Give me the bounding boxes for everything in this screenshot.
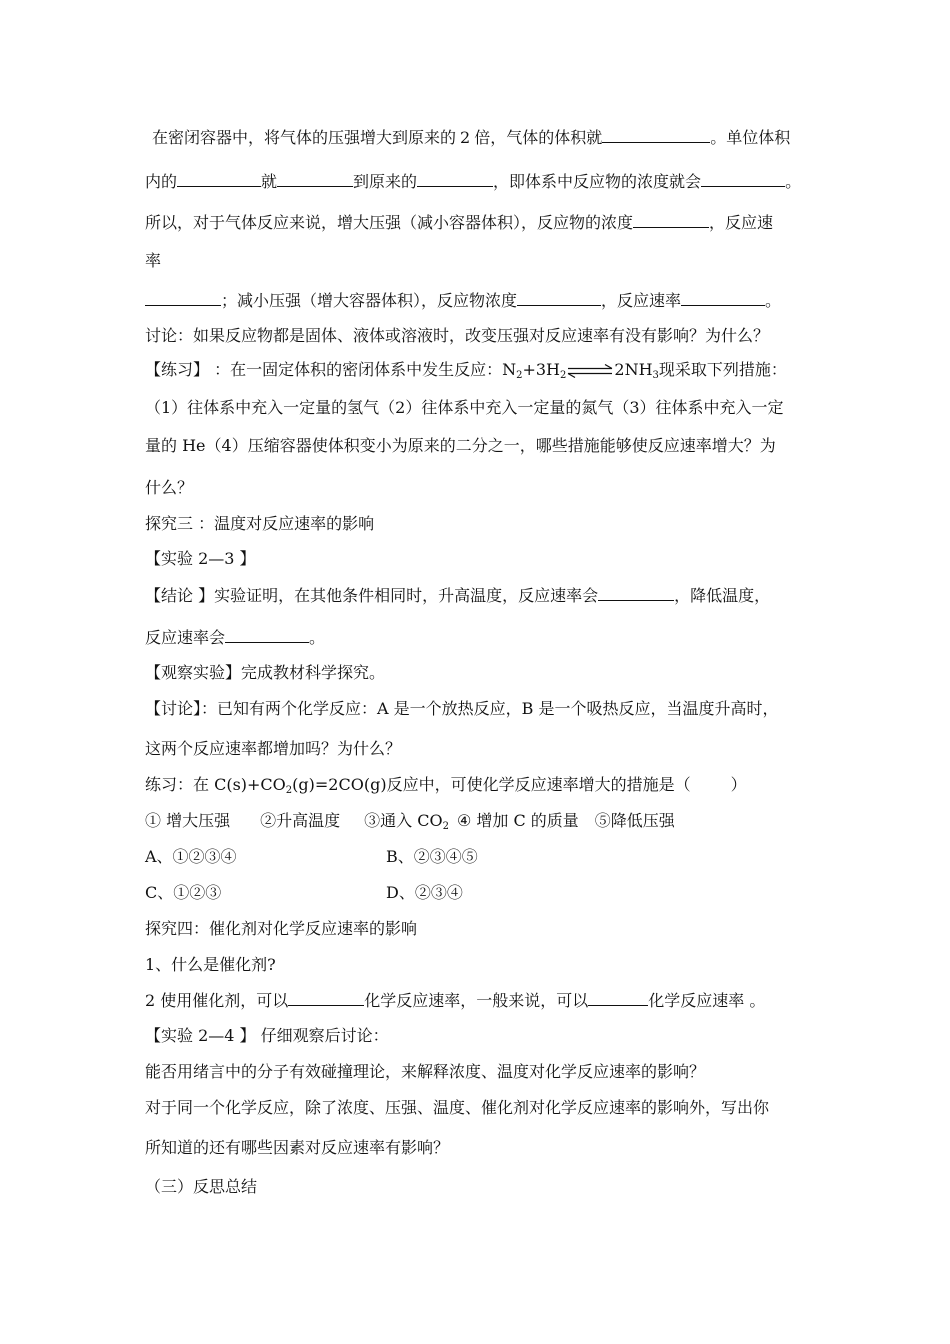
answer-blank[interactable]	[277, 170, 353, 187]
answer-blank[interactable]	[177, 170, 261, 187]
experiment-2-4: 【实验 2—4 】 仔细观察后讨论：	[145, 1026, 389, 1045]
practice-question: 练习：在 $C(s)+CO_2(g)=2CO(g)$反应中，可使化学反应速率增大的措施是（ ）	[145, 775, 747, 796]
answer-blank[interactable]	[417, 170, 493, 187]
choice-d[interactable]: D、②③④	[386, 883, 463, 902]
conclusion-temperature-2: 反应速率会 。	[145, 628, 326, 647]
paragraph-pressure-3: 所以，对于气体反应来说，增大压强（减小容器体积），反应物的浓度 ，反应速	[145, 213, 774, 232]
answer-blank[interactable]	[598, 584, 674, 601]
question-collision-theory: 能否用绪言中的分子有效碰撞理论，来解释浓度、温度对化学反应速率的影响？	[145, 1062, 706, 1081]
question-catalyst-2: 2 使用催化剂，可以 化学反应速率，一般来说，可以 化学反应速率 。	[145, 991, 766, 1010]
question-other-factors-1: 对于同一个化学反应，除了浓度、压强、温度、催化剂对化学反应速率的影响外，写出你	[145, 1098, 770, 1117]
discussion-temperature-2: 这两个反应速率都增加吗？为什么？	[145, 739, 402, 758]
experiment-2-3: 【实验 2—3 】	[145, 549, 256, 568]
practice-measures-2: 量的 He（4）压缩容器使体积变小为原来的二分之一，哪些措施能够使反应速率增大？为	[145, 436, 776, 455]
practice-reaction: 【练习】 ：在一固定体积的密闭体系中发生反应：$N_2+3H_2$ $2NH_3$现采取下列措施：	[145, 360, 787, 381]
paragraph-pressure-2: 内的 就 到原来的 ，即体系中反应物的浓度就会 。	[145, 172, 802, 191]
answer-blank[interactable]	[701, 170, 785, 187]
answer-blank[interactable]	[145, 289, 221, 306]
section-heading-temperature: 探究三 ：温度对反应速率的影响	[145, 514, 375, 533]
choice-a[interactable]: A、①②③④	[145, 847, 237, 866]
choice-c[interactable]: C、①②③	[145, 883, 222, 902]
discussion-pressure: 讨论：如果反应物都是固体、液体或溶液时，改变压强对反应速率有没有影响？为什么？	[145, 326, 770, 345]
question-catalyst-1: 1、什么是催化剂?	[145, 955, 276, 974]
answer-blank[interactable]	[602, 126, 710, 143]
paragraph-pressure-4: 率	[145, 251, 162, 270]
choice-row-1	[145, 846, 237, 868]
paragraph-pressure-1: 在密闭容器中，将气体的压强增大到原来的 2 倍，气体的体积就 。单位体积	[152, 128, 791, 147]
question-other-factors-2: 所知道的还有哪些因素对反应速率有影响？	[145, 1138, 450, 1157]
choice-row-1b	[386, 846, 478, 868]
answer-blank[interactable]	[633, 211, 709, 228]
answer-blank[interactable]	[225, 626, 309, 643]
discussion-temperature-1: 【讨论】：已知有两个化学反应：A 是一个放热反应，B 是一个吸热反应，当温度升高时，	[145, 699, 779, 718]
section-reflection: （三）反思总结	[145, 1177, 258, 1196]
observe-experiment: 【观察实验】完成教材科学探究。	[145, 663, 386, 682]
answer-blank[interactable]	[517, 289, 601, 306]
conclusion-temperature-1: 【结论 】实验证明，在其他条件相同时，升高温度，反应速率会 ，降低温度，	[145, 586, 771, 605]
choice-row-2	[145, 882, 221, 904]
answer-blank[interactable]	[681, 289, 765, 306]
equilibrium-arrow-icon	[567, 364, 613, 378]
practice-measures-3: 什么？	[145, 478, 194, 497]
paragraph-pressure-5: ；减小压强（增大容器体积），反应物浓度 ，反应速率 。	[145, 289, 781, 312]
choice-row-2b	[386, 882, 463, 904]
answer-blank[interactable]	[588, 989, 648, 1006]
choice-b[interactable]: B、②③④⑤	[386, 847, 478, 866]
practice-measures-1: （1）往体系中充入一定量的氢气（2）往体系中充入一定量的氮气（3）往体系中充入一定	[145, 398, 784, 417]
section-heading-catalyst: 探究四：催化剂对化学反应速率的影响	[145, 919, 418, 938]
practice-options-measures: ① 增大压强 ②升高温度 ③通入 $CO_2$ ④ 增加 C 的质量 ⑤降低压强	[145, 811, 675, 832]
answer-blank[interactable]	[288, 989, 364, 1006]
